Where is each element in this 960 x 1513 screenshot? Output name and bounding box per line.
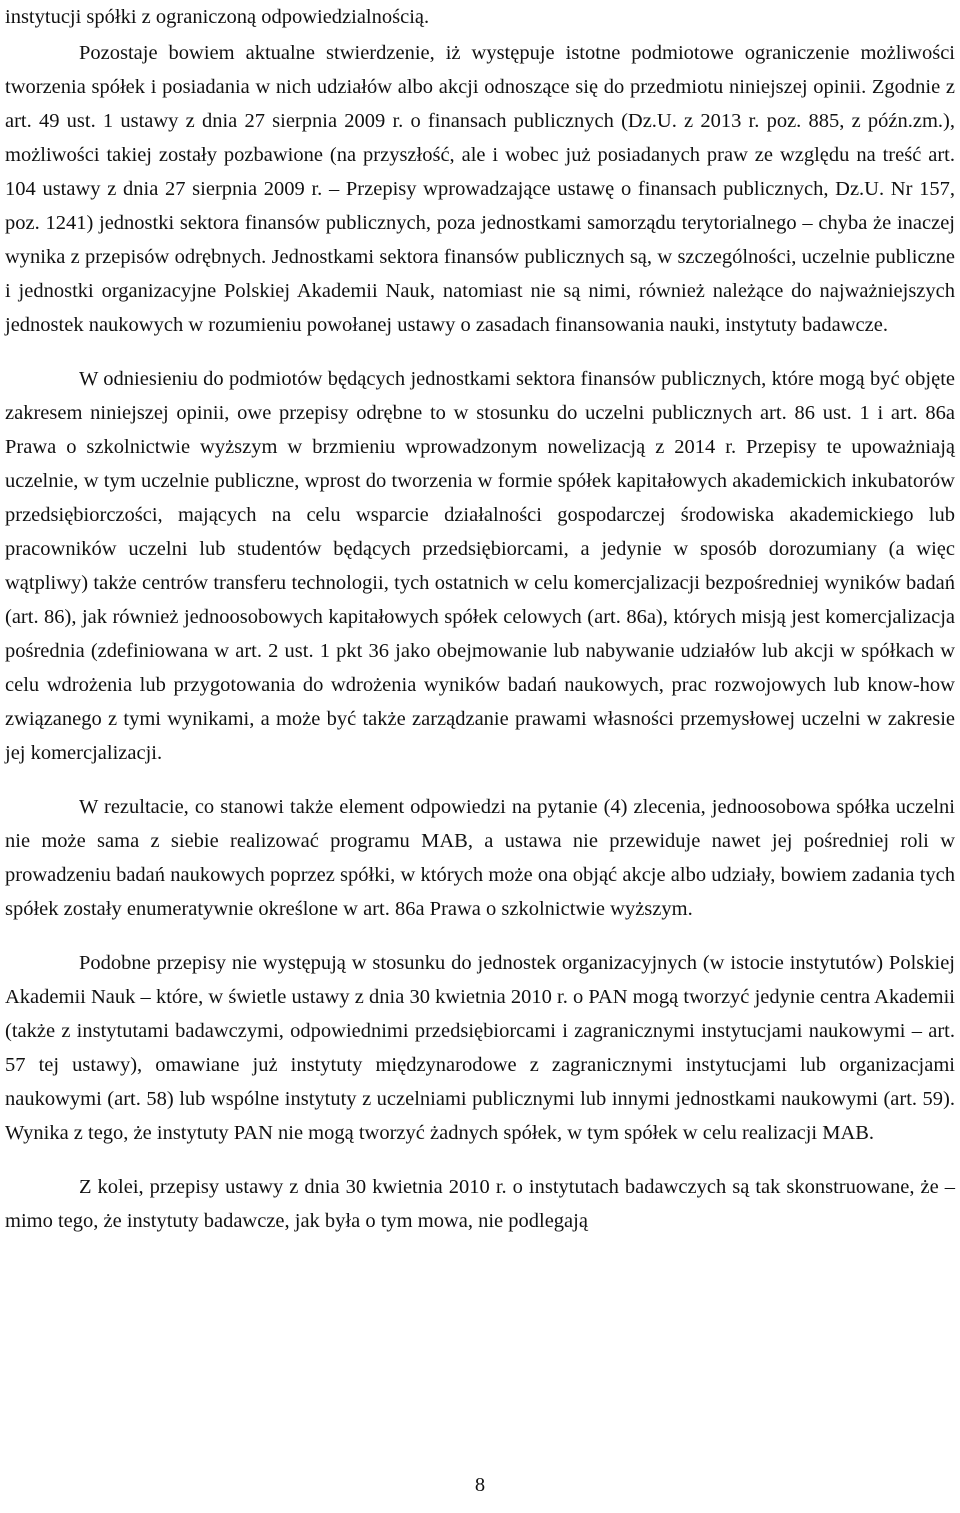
paragraph: Podobne przepisy nie występują w stosunku do jednostek organizacyjnych (w istocie instytutów) Polskiej Akademii Nauk – które, w świetle ustawy z dnia 30 kwietnia 2010 r. o PAN mogą tworzyć jedynie centra Akademii (także z instytutami badawczymi, odpowiednimi przedsiębiorcami i zagranicznymi instytucjami naukowymi – art. 57 tej ustawy), omawiane już instytuty międzynarodowe z zagranicznymi instytucjami lub organizacjami naukowymi (art. 58) lub wspólne instytuty z uczelniami publicznymi lub innymi jednostkami naukowymi (art. 59). Wynika z tego, że instytuty PAN nie mogą tworzyć żadnych spółek, w tym spółek w celu realizacji MAB. — [5, 952, 955, 1144]
page-number: 8 — [474, 1474, 486, 1496]
paragraph-continuation: instytucji spółki z ograniczoną odpowiedzialnością. — [5, 6, 430, 28]
paragraph: W odniesieniu do podmiotów będących jednostkami sektora finansów publicznych, które mogą być objęte zakresem niniejszej opinii, owe przepisy odrębne to w stosunku do uczelni publicznych art. 86 ust. 1 i art. 86a Prawa o szkolnictwie wyższym w brzmieniu wprowadzonym nowelizacją z 2014 r. Przepisy te upoważniają uczelnie, w tym uczelnie publiczne, wprost do tworzenia w formie spółek kapitałowych akademickich inkubatorów przedsiębiorczości, mających na celu wsparcie działalności gospodarczej środowiska akademickiego lub pracowników uczelni lub studentów będących przedsiębiorcami, a jedynie w sposób dorozumiany (a więc wątpliwy) także centrów transferu technologii, tych ostatnich w celu komercjalizacji bezpośredniej wyników badań (art. 86), jak również jednoosobowych kapitałowych spółek celowych (art. 86a), których misją jest komercjalizacja pośrednia (zdefiniowana w art. 2 ust. 1 pkt 36 jako obejmowanie lub nabywanie udziałów lub akcji w spółkach w celu wdrożenia lub przygotowania do wdrożenia wyników badań naukowych, prac rozwojowych lub know-how związanego z tymi wynikami, a może być także zarządzanie prawami własności przemysłowej uczelni w zakresie jej komercjalizacji. — [5, 368, 955, 764]
paragraph-truncated: Z kolei, przepisy ustawy z dnia 30 kwietnia 2010 r. o instytutach badawczych są tak skonstruowane, że – mimo tego, że instytuty badawcze, jak była o tym mowa, nie podlegają — [5, 1176, 955, 1232]
paragraph: W rezultacie, co stanowi także element odpowiedzi na pytanie (4) zlecenia, jednoosobowa spółka uczelni nie może sama z siebie realizować programu MAB, a ustawa nie przewiduje nawet jej pośredniej roli w prowadzeniu badań naukowych poprzez spółki, w których może ona objąć akcje albo udziały, bowiem zadania tych spółek zostały enumeratywnie określone w art. 86a Prawa o szkolnictwie wyższym. — [5, 796, 955, 920]
document-page — [5, 0, 955, 1238]
paragraph: Pozostaje bowiem aktualne stwierdzenie, iż występuje istotne podmiotowe ograniczenie możliwości tworzenia spółek i posiadania w nich udziałów albo akcji odnoszące się do przedmiotu niniejszej opinii. Zgodnie z art. 49 ust. 1 ustawy z dnia 27 sierpnia 2009 r. o finansach publicznych (Dz.U. z 2013 r. poz. 885, z późn.zm.), możliwości takiej zostały pozbawione (na przyszłość, ale i wobec już posiadanych praw ze względu na treść art. 104 ustawy z dnia 27 sierpnia 2009 r. – Przepisy wprowadzające ustawę o finansach publicznych, Dz.U. Nr 157, poz. 1241) jednostki sektora finansów publicznych, poza jednostkami samorządu terytorialnego – chyba że inaczej wynika z przepisów odrębnych. Jednostkami sektora finansów publicznych są, w szczególności, uczelnie publiczne i jednostki organizacyjne Polskiej Akademii Nauk, natomiast nie są nimi, również należące do najważniejszych jednostek naukowych w rozumieniu powołanej ustawy o zasadach finansowania nauki, instytuty badawcze. — [5, 42, 955, 336]
